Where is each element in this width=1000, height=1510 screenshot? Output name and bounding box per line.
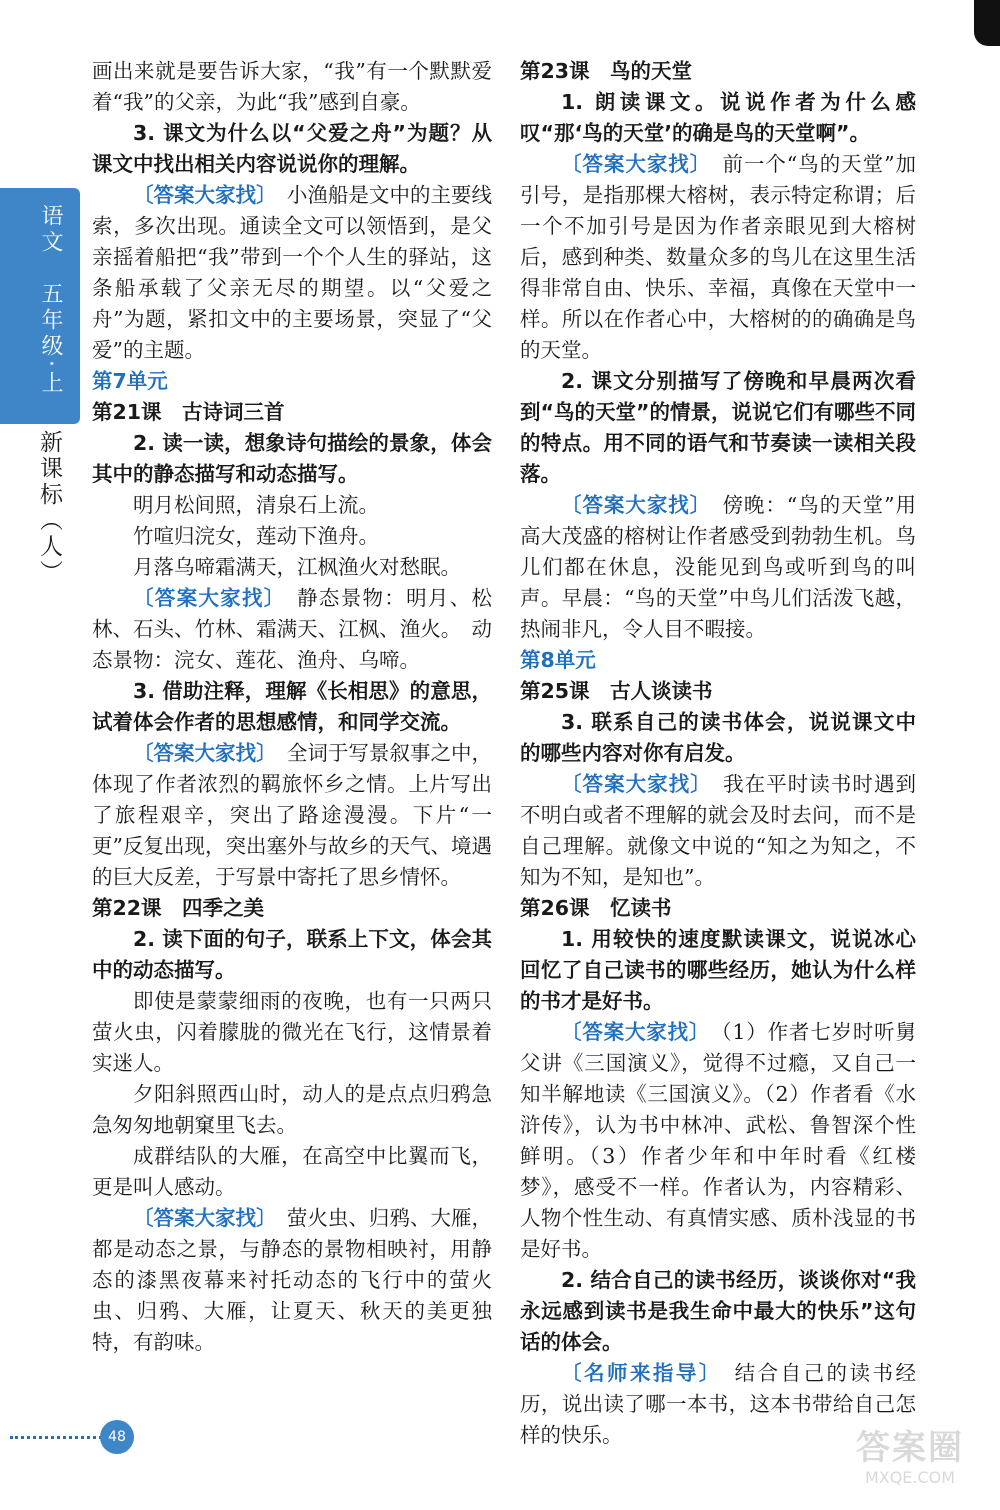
- answer-text: 全词于写景叙事之中，体现了作者浓烈的羁旅怀乡之情。上片写出了旅程艰辛，突出了路途漫漫。下片“一更”反复出现，突出塞外与故乡的天气、境遇的巨大反差，于写景中寄托了思乡情怀。: [92, 741, 493, 889]
- unit-heading: 第7单元: [92, 369, 168, 393]
- lesson-heading: 第25课 古人谈读书: [520, 679, 713, 703]
- question: 1. 朗读课文。说说作者为什么感叹“那‘鸟的天堂’的确是鸟的天堂啊”。: [520, 90, 916, 145]
- answer-paragraph: [92, 1203, 492, 1358]
- lesson-heading: 第23课 鸟的天堂: [520, 59, 693, 83]
- body-text: 成群结队的大雁，在高空中比翼而飞，更是叫人感动。: [92, 1144, 492, 1199]
- subject-tab-text: 语文 五年级·上: [38, 204, 63, 397]
- poem-line: 明月松间照，清泉石上流。: [133, 493, 379, 517]
- answer-text: 结合自己的读书经历，说出读了哪一本书，这本书带给自己怎样的快乐。: [520, 1361, 917, 1447]
- answer-tag: 〔答案大家找〕: [133, 741, 267, 765]
- answer-tag: 〔答案大家找〕: [561, 1020, 700, 1044]
- answer-paragraph: [92, 738, 492, 893]
- unit-heading: 第8单元: [520, 648, 596, 672]
- answer-paragraph: [92, 583, 492, 676]
- lesson-heading: 第26课 忆读书: [520, 896, 672, 920]
- answer-tag: 〔答案大家找〕: [133, 1206, 267, 1230]
- question: 2. 读下面的句子，联系上下文，体会其中的动态描写。: [92, 927, 492, 982]
- answer-text: （1）作者七岁时听舅父讲《三国演义》，觉得不过瘾，又自己一知半解地读《三国演义》。（2）作者看《水浒传》，认为书中林冲、武松、鲁智深个性鲜明。（3）作者少年和中年时看《红楼梦》，感受不一样。作者认为，内容精彩、人物个性生动、有真情实感、质朴浅显的书是好书。: [520, 1020, 917, 1261]
- page-number: 48: [100, 1420, 134, 1454]
- watermark-title: 答案圈: [856, 1428, 964, 1468]
- answer-text: 静态景物：明月、松林、石头、竹林、霜满天、江枫、渔火。 动态景物：浣女、莲花、渔舟、乌啼。: [92, 586, 492, 672]
- right-column: [520, 56, 916, 1451]
- answer-tag: 〔答案大家找〕: [561, 493, 701, 517]
- answer-text: 前一个“鸟的天堂”加引号，是指那棵大榕树，表示特定称谓；后一个不加引号是因为作者亲眼见到大榕树后，感到种类、数量众多的鸟儿在这里生活得非常自由、快乐、幸福，真像在天堂中一样。所以在作者心中，大榕树的的确确是鸟的天堂。: [520, 152, 917, 362]
- lesson-heading: 第21课 古诗词三首: [92, 400, 285, 424]
- answer-text: 小渔船是文中的主要线索，多次出现。通读全文可以领悟到，是父亲摇着船把“我”带到一个个人生的驿站，这条船承载了父亲无尽的期望。以“父爱之舟”为题，紧扣文中的主要场景，突显了“父爱”的主题。: [92, 183, 493, 362]
- answer-paragraph: [520, 490, 916, 645]
- page-edge-mark: [974, 0, 1000, 46]
- answer-text: 我在平时读书时遇到不明白或者不理解的就会及时去问，而不是自己理解。就像文中说的“知之为知之，不知为不知，是知也”。: [520, 772, 916, 889]
- question: 2. 结合自己的读书经历，谈谈你对“我永远感到读书是我生命中最大的快乐”这句话的体会。: [520, 1268, 916, 1354]
- answer-tag: 〔答案大家找〕: [133, 183, 267, 207]
- subject-tab: [0, 188, 80, 424]
- question: 3. 联系自己的读书体会，说说课文中的哪些内容对你有启发。: [520, 710, 916, 765]
- left-column: [92, 56, 492, 1358]
- answer-paragraph: [520, 1017, 916, 1265]
- footer-dots: [10, 1436, 102, 1439]
- answer-paragraph: [520, 149, 916, 366]
- answer-tag: 〔答案大家找〕: [561, 152, 701, 176]
- body-text: 夕阳斜照西山时，动人的是点点归鸦急急匆匆地朝窠里飞去。: [92, 1082, 492, 1137]
- question: 2. 读一读，想象诗句描绘的景象，体会其中的静态描写和动态描写。: [92, 431, 492, 486]
- lesson-heading: 第22课 四季之美: [92, 896, 265, 920]
- question: 2. 课文分别描写了傍晚和早晨两次看到“鸟的天堂”的情景，说说它们有哪些不同的特点。用不同的语气和节奏读一读相关段落。: [520, 369, 916, 486]
- question: 3. 借助注释，理解《长相思》的意思，试着体会作者的思想感情，和同学交流。: [92, 679, 492, 734]
- poem-line: 竹喧归浣女，莲动下渔舟。: [133, 524, 379, 548]
- watermark-site: MXQE.COM: [864, 1468, 956, 1487]
- question: 1. 用较快的速度默读课文，说说冰心回忆了自己读书的哪些经历，她认为什么样的书才是好书。: [520, 927, 916, 1013]
- watermark-logo: [830, 1428, 990, 1498]
- answer-tag: 〔答案大家找〕: [133, 586, 276, 610]
- answer-tag: 〔答案大家找〕: [561, 772, 702, 796]
- curriculum-label: 新课标（人）: [36, 430, 62, 586]
- question: 3. 课文为什么以“父爱之舟”为题？从课文中找出相关内容说说你的理解。: [92, 121, 492, 176]
- answer-paragraph: [520, 769, 916, 893]
- answer-text: 傍晚：“鸟的天堂”用高大茂盛的榕树让作者感受到勃勃生机。鸟儿们都在休息，没能见到鸟或听到鸟的叫声。早晨：“鸟的天堂”中鸟儿们活泼飞越，热闹非凡，令人目不暇接。: [520, 493, 917, 641]
- body-text: 即使是蒙蒙细雨的夜晚，也有一只两只萤火虫，闪着朦胧的微光在飞行，这情景着实迷人。: [92, 989, 492, 1075]
- answer-text: 萤火虫、归鸦、大雁，都是动态之景，与静态的景物相映衬，用静态的漆黑夜幕来衬托动态的飞行中的萤火虫、归鸦、大雁，让夏天、秋天的美更独特，有韵味。: [92, 1206, 493, 1354]
- answer-tag: 〔名师来指导〕: [561, 1361, 712, 1385]
- poem-line: 月落乌啼霜满天，江枫渔火对愁眠。: [133, 555, 461, 579]
- body-text: 画出来就是要告诉大家，“我”有一个默默爱着“我”的父亲，为此“我”感到自豪。: [92, 59, 492, 114]
- answer-paragraph: [92, 180, 492, 366]
